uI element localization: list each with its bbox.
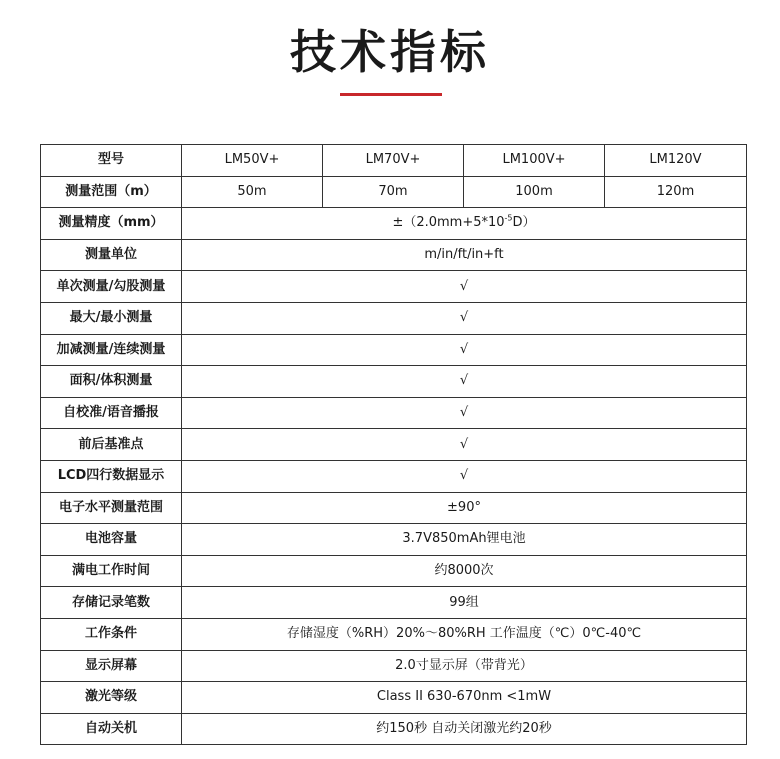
model-cell: LM50V+ — [182, 145, 323, 177]
range-cell: 70m — [323, 176, 464, 208]
row-value: Class II 630-670nm <1mW — [182, 682, 747, 714]
table-row — [41, 302, 747, 334]
row-value: 2.0寸显示屏（带背光） — [182, 650, 747, 682]
table-row — [41, 618, 747, 650]
row-label: 电子水平测量范围 — [41, 492, 182, 524]
accuracy-suffix: D） — [512, 215, 536, 231]
row-label: 型号 — [41, 145, 182, 177]
checkmark: √ — [182, 429, 747, 461]
row-label: 前后基准点 — [41, 429, 182, 461]
table-row — [41, 397, 747, 429]
table-row — [41, 524, 747, 556]
row-value: 约8000次 — [182, 555, 747, 587]
row-label: 最大/最小测量 — [41, 302, 182, 334]
row-label: 测量单位 — [41, 239, 182, 271]
row-label: 激光等级 — [41, 682, 182, 714]
table-row — [41, 650, 747, 682]
table-row — [41, 587, 747, 619]
table-row — [41, 555, 747, 587]
checkmark: √ — [182, 334, 747, 366]
row-label: 满电工作时间 — [41, 555, 182, 587]
accuracy-prefix: ±（2.0mm+5*10 — [392, 215, 505, 231]
model-cell: LM120V — [605, 145, 747, 177]
model-cell: LM70V+ — [323, 145, 464, 177]
table-row — [41, 492, 747, 524]
row-label: 测量精度（mm） — [41, 208, 182, 240]
table-row — [41, 429, 747, 461]
table-row — [41, 334, 747, 366]
row-label: 工作条件 — [41, 618, 182, 650]
row-label: 单次测量/勾股测量 — [41, 271, 182, 303]
row-value: 存储湿度（%RH）20%～80%RH 工作温度（℃）0℃-40℃ — [182, 618, 747, 650]
table-row — [41, 239, 747, 271]
page-title: 技术指标 — [290, 25, 490, 79]
accuracy-exponent: -5 — [504, 214, 513, 224]
row-value: m/in/ft/in+ft — [182, 239, 747, 271]
range-cell: 50m — [182, 176, 323, 208]
row-label: 加减测量/连续测量 — [41, 334, 182, 366]
accuracy-value — [182, 208, 747, 240]
row-label: 测量范围（m） — [41, 176, 182, 208]
table-row — [41, 713, 747, 745]
row-value: 99组 — [182, 587, 747, 619]
row-label: 显示屏幕 — [41, 650, 182, 682]
table-row-accuracy — [41, 208, 747, 240]
row-value: 3.7V850mAh锂电池 — [182, 524, 747, 556]
row-label: 面积/体积测量 — [41, 366, 182, 398]
row-label: 自动关机 — [41, 713, 182, 745]
row-value: ±90° — [182, 492, 747, 524]
row-value: 约150秒 自动关闭激光约20秒 — [182, 713, 747, 745]
table-row — [41, 271, 747, 303]
checkmark: √ — [182, 397, 747, 429]
checkmark: √ — [182, 302, 747, 334]
table-row — [41, 682, 747, 714]
row-label: 电池容量 — [41, 524, 182, 556]
table-row — [41, 366, 747, 398]
row-label: 存储记录笔数 — [41, 587, 182, 619]
range-cell: 120m — [605, 176, 747, 208]
checkmark: √ — [182, 460, 747, 492]
spec-table — [40, 144, 747, 745]
table-row-model — [41, 145, 747, 177]
checkmark: √ — [182, 366, 747, 398]
row-label: LCD四行数据显示 — [41, 460, 182, 492]
checkmark: √ — [182, 271, 747, 303]
table-row-range — [41, 176, 747, 208]
row-label: 自校准/语音播报 — [41, 397, 182, 429]
range-cell: 100m — [464, 176, 605, 208]
model-cell: LM100V+ — [464, 145, 605, 177]
table-row — [41, 460, 747, 492]
title-underline — [340, 93, 442, 96]
